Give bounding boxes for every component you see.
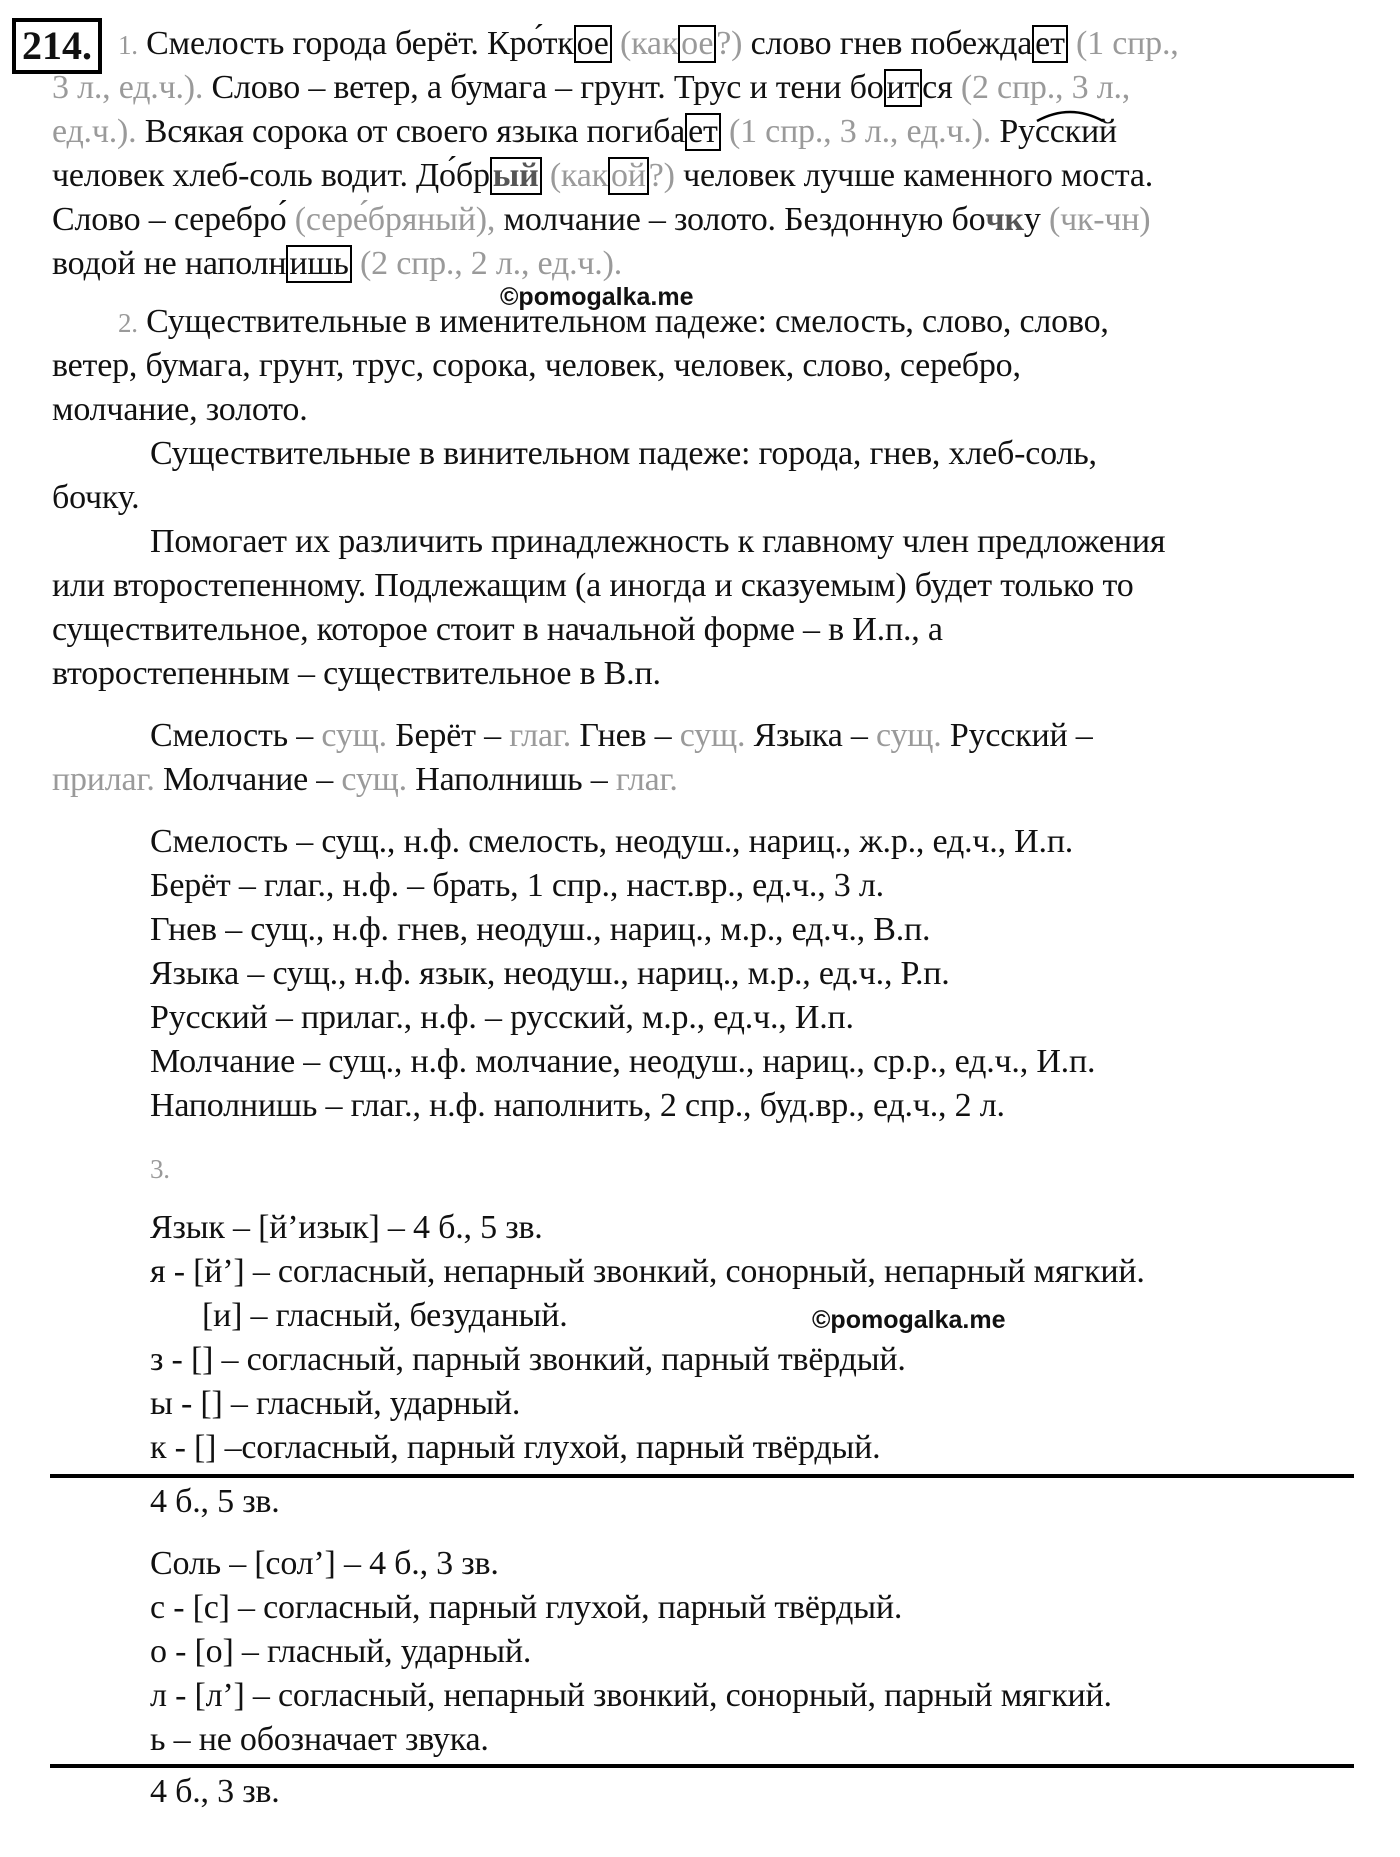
morph-line: Наполнишь – глаг., н.ф. наполнить, 2 спр., буд.вр., ед.ч., 2 л. [150, 1087, 1005, 1124]
phonetic-line: ь – не обозначает звука. [150, 1721, 489, 1758]
p2-line: Существительные в винительном падеже: города, гнев, хлеб-соль, [150, 435, 1097, 472]
p2-line: молчание, золото. [52, 391, 308, 428]
p2-number: 2. [118, 308, 138, 338]
morph-line: Русский – прилаг., н.ф. – русский, м.р., ед.ч., И.п. [150, 999, 854, 1036]
p2-line: Помогает их различить принадлежность к главному член предложения [150, 523, 1166, 560]
ending-box: ет [1032, 25, 1068, 63]
morph-line: Молчание – сущ., н.ф. молчание, неодуш., нариц., ср.р., ед.ч., И.п. [150, 1043, 1096, 1080]
p1-line-1: 1. Смелость города берёт. Кро́ткое (какое?) слово гнев побеждает (1 спр., [118, 25, 1179, 62]
p2-line: существительное, которое стоит в начальной форме – в И.п., а [52, 611, 943, 648]
ending-box: ит [884, 69, 923, 107]
p1-line-6: водой не наполнишь (2 спр., 2 л., ед.ч.). [52, 245, 623, 282]
phonetic-line: л - [л’] – согласный, непарный звонкий, сонорный, парный мягкий. [150, 1677, 1112, 1714]
p2-line: бочку. [52, 479, 140, 516]
ending-box: ишь [286, 245, 351, 283]
task-number: 214. [12, 18, 102, 74]
pos-line-2: прилаг. Молчание – сущ. Наполнишь – глаг. [52, 761, 678, 798]
p2-line: ветер, бумага, грунт, трус, сорока, человек, человек, слово, серебро, [52, 347, 1021, 384]
p1-line-2: 3 л., ед.ч.). Слово – ветер, а бумага – грунт. Трус и тени боится (2 спр., 3 л., [52, 69, 1131, 106]
phonetic-line: Соль – [сол’] – 4 б., 3 зв. [150, 1545, 499, 1582]
phonetic-total: 4 б., 3 зв. [150, 1773, 280, 1810]
phonetic-line: я - [й’] – согласный, непарный звонкий, сонорный, непарный мягкий. [150, 1253, 1145, 1290]
pos-line-1: Смелость – сущ. Берёт – глаг. Гнев – сущ. Языка – сущ. Русский – [150, 717, 1093, 754]
p1-line-5: Слово – серебро́ (сере́бряный), молчание – золото. Бездонную бочку (чк-чн) [52, 201, 1151, 238]
morph-line: Языка – сущ., н.ф. язык, неодуш., нариц., м.р., ед.ч., Р.п. [150, 955, 950, 992]
phonetic-total: 4 б., 5 зв. [150, 1483, 280, 1520]
morph-line: Берёт – глаг., н.ф. – брать, 1 спр., наст.вр., ед.ч., 3 л. [150, 867, 884, 904]
p2-line: второстепенным – существительное в В.п. [52, 655, 661, 692]
p2-line: или второстепенному. Подлежащим (а иногда и сказуемым) будет только то [52, 567, 1134, 604]
p1-line-3: ед.ч.). Всякая сорока от своего языка погибает (1 спр., 3 л., ед.ч.). Ру сский [52, 110, 1117, 154]
phonetic-line: Язык – [й’изык] – 4 б., 5 зв. [150, 1209, 543, 1246]
divider-line [50, 1474, 1354, 1478]
morph-line: Гнев – сущ., н.ф. гнев, неодуш., нариц., м.р., ед.ч., В.п. [150, 911, 931, 948]
divider-line [50, 1764, 1354, 1768]
ending-box: ое [678, 25, 716, 63]
phonetic-line: о - [о] – гласный, ударный. [150, 1633, 532, 1670]
phonetic-line: с - [с] – согласный, парный глухой, парный твёрдый. [150, 1589, 903, 1626]
p3-number: 3. [150, 1154, 170, 1184]
p1-number: 1. [118, 30, 138, 60]
ending-box: ет [685, 113, 721, 151]
p2-line-1: 2. Существительные в именительном падеже: смелость, слово, слово, [118, 303, 1109, 340]
watermark: ©pomogalka.me [500, 283, 694, 311]
p1-line-4: человек хлеб-соль водит. До́брый (какой?) человек лучше каменного моста. [52, 157, 1154, 194]
root-arc: сск [1035, 113, 1081, 150]
phonetic-line: з - [] – согласный, парный звонкий, парный твёрдый. [150, 1341, 906, 1378]
phonetic-line: [и] – гласный, безуданый. [202, 1297, 568, 1334]
phonetic-line: ы - [] – гласный, ударный. [150, 1385, 521, 1422]
ending-box: ый [490, 157, 542, 195]
root-arc-icon [1035, 107, 1105, 123]
watermark: ©pomogalka.me [812, 1306, 1006, 1334]
phonetic-line: к - [] –согласный, парный глухой, парный твёрдый. [150, 1429, 881, 1466]
morph-line: Смелость – сущ., н.ф. смелость, неодуш., нариц., ж.р., ед.ч., И.п. [150, 823, 1074, 860]
ending-box: ое [574, 25, 612, 63]
ending-box: ой [608, 157, 649, 195]
